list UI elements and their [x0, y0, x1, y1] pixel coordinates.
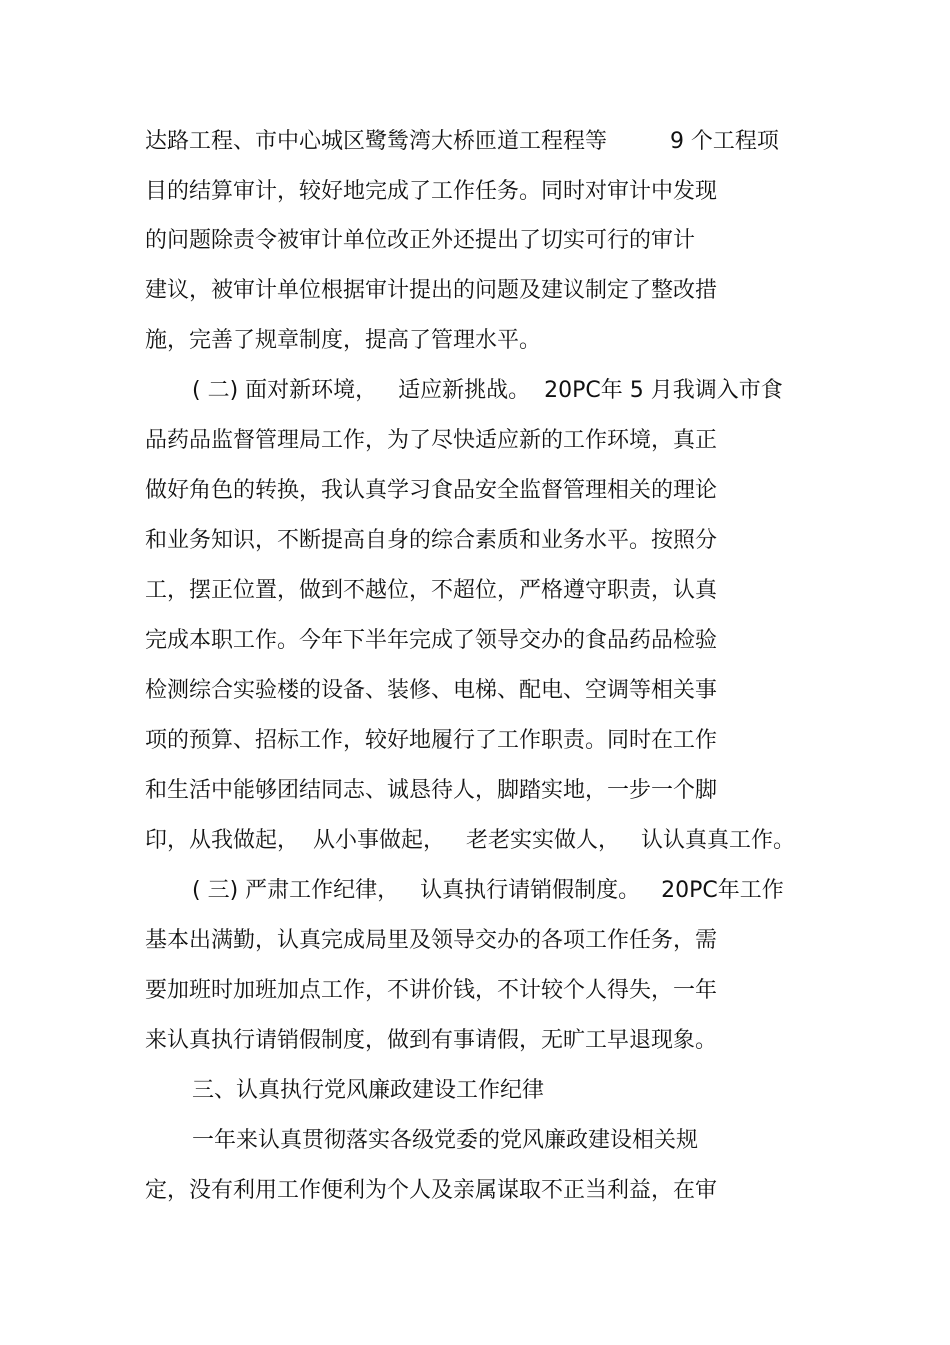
- text-line-21: 一年来认真贯彻落实各级党委的党风廉政建设相关规: [192, 1128, 699, 1153]
- text-line-18: 要加班时加班加点工作，不讲价钱，不计较个人得失，一年: [145, 978, 718, 1003]
- section-heading-3: ( 三) 严肃工作纪律， 认真执行请销假制度。 20PC年工作: [192, 878, 784, 903]
- text-line-15: 印，从我做起， 从小事做起， 老老实实做人， 认认真真工作。: [145, 828, 795, 853]
- text-line-13: 项的预算、招标工作，较好地履行了工作职责。同时在工作: [145, 728, 718, 753]
- text-line-12: 检测综合实验楼的设备、装修、电梯、配电、空调等相关事: [145, 678, 718, 703]
- text-line-19: 来认真执行请销假制度，做到有事请假，无旷工早退现象。: [145, 1028, 718, 1053]
- text-line-1: 达路工程、市中心城区鹭鸶湾大桥匝道工程程等 9 个工程项: [145, 129, 779, 154]
- text-line-4: 建议，被审计单位根据审计提出的问题及建议制定了整改措: [145, 278, 718, 303]
- text-line-9: 和业务知识，不断提高自身的综合素质和业务水平。按照分: [145, 528, 718, 553]
- text-line-14: 和生活中能够团结同志、诚恳待人，脚踏实地，一步一个脚: [145, 778, 718, 803]
- section-heading-three: 三、认真执行党风廉政建设工作纪律: [192, 1078, 545, 1103]
- text-line-8: 做好角色的转换，我认真学习食品安全监督管理相关的理论: [145, 478, 718, 503]
- text-line-17: 基本出满勤，认真完成局里及领导交办的各项工作任务，需: [145, 928, 718, 953]
- text-line-10: 工，摆正位置，做到不越位，不超位，严格遵守职责，认真: [145, 578, 718, 603]
- text-line-3: 的问题除责令被审计单位改正外还提出了切实可行的审计: [145, 228, 696, 253]
- text-line-5: 施，完善了规章制度，提高了管理水平。: [145, 328, 542, 353]
- section-heading-2: ( 二) 面对新环境， 适应新挑战。 20PC年 5 月我调入市食: [192, 378, 783, 403]
- text-line-11: 完成本职工作。今年下半年完成了领导交办的食品药品检验: [145, 628, 718, 653]
- text-line-2: 目的结算审计，较好地完成了工作任务。同时对审计中发现: [145, 179, 718, 204]
- text-line-7: 品药品监督管理局工作，为了尽快适应新的工作环境，真正: [145, 428, 718, 453]
- text-line-22: 定，没有利用工作便利为个人及亲属谋取不正当利益，在审: [145, 1178, 718, 1203]
